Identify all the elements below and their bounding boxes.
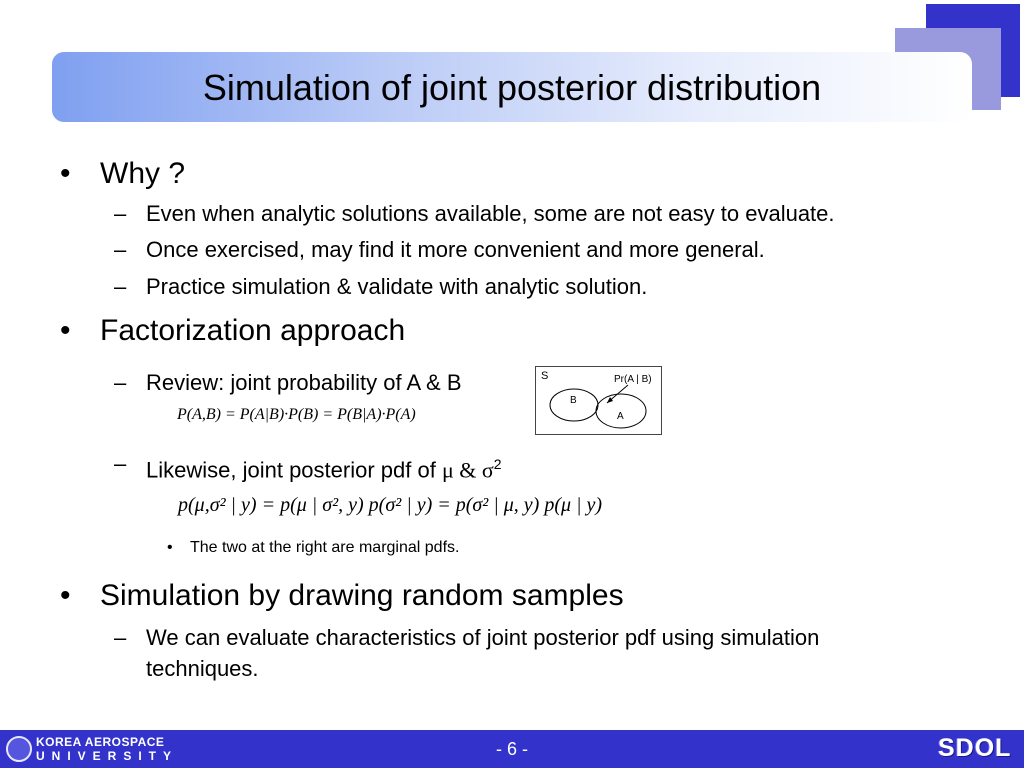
bullet-dot: • bbox=[60, 314, 71, 347]
sub-bullet-text: Even when analytic solutions available, some are not easy to evaluate. bbox=[146, 201, 835, 226]
arrow-head-icon bbox=[607, 397, 613, 403]
equation-joint-probability: P(A,B) = P(A|B)·P(B) = P(B|A)·P(A) bbox=[177, 406, 416, 423]
university-emblem-icon bbox=[6, 736, 32, 762]
bullet-dot: • bbox=[60, 157, 71, 190]
sub-sub-bullet-text: The two at the right are marginal pdfs. bbox=[190, 539, 460, 556]
venn-diagram bbox=[535, 366, 662, 435]
sub-bullet-text: Practice simulation & validate with analytic solution. bbox=[146, 274, 648, 299]
sub-bullet-text: Review: joint probability of A & B bbox=[146, 370, 462, 395]
venn-label-b: B bbox=[570, 395, 577, 406]
sub-bullet-text: Once exercised, may find it more convenient and more general. bbox=[146, 237, 765, 262]
venn-label-a: A bbox=[617, 411, 624, 422]
lab-logo: SDOL bbox=[938, 734, 1012, 762]
bullet-why-text: Why ? bbox=[100, 157, 186, 190]
venn-label-s: S bbox=[541, 370, 549, 382]
university-logo-line2: UNIVERSITY bbox=[36, 749, 179, 763]
sub-bullet-text: techniques. bbox=[146, 656, 259, 681]
equation-joint-posterior: p(μ,σ² | y) = p(μ | σ², y) p(σ² | y) = p(σ² | μ, y) p(μ | y) bbox=[178, 494, 603, 516]
bullet-factorization-text: Factorization approach bbox=[100, 314, 406, 347]
bullet-simulation-text: Simulation by drawing random samples bbox=[100, 579, 624, 612]
page-number: - 6 - bbox=[495, 739, 528, 759]
slide-title: Simulation of joint posterior distribution bbox=[202, 67, 822, 108]
mu-sigma-symbols: μ & σ bbox=[441, 457, 494, 483]
university-logo-line1: KOREA AEROSPACE bbox=[36, 735, 165, 749]
superscript: 2 bbox=[493, 456, 502, 472]
bullet-dot: • bbox=[60, 579, 71, 612]
sub-bullet-text: Likewise, joint posterior pdf of bbox=[146, 457, 436, 483]
venn-annotation: Pr(A | B) bbox=[614, 374, 652, 385]
sub-bullet-text: We can evaluate characteristics of joint posterior pdf using simulation bbox=[146, 625, 820, 650]
